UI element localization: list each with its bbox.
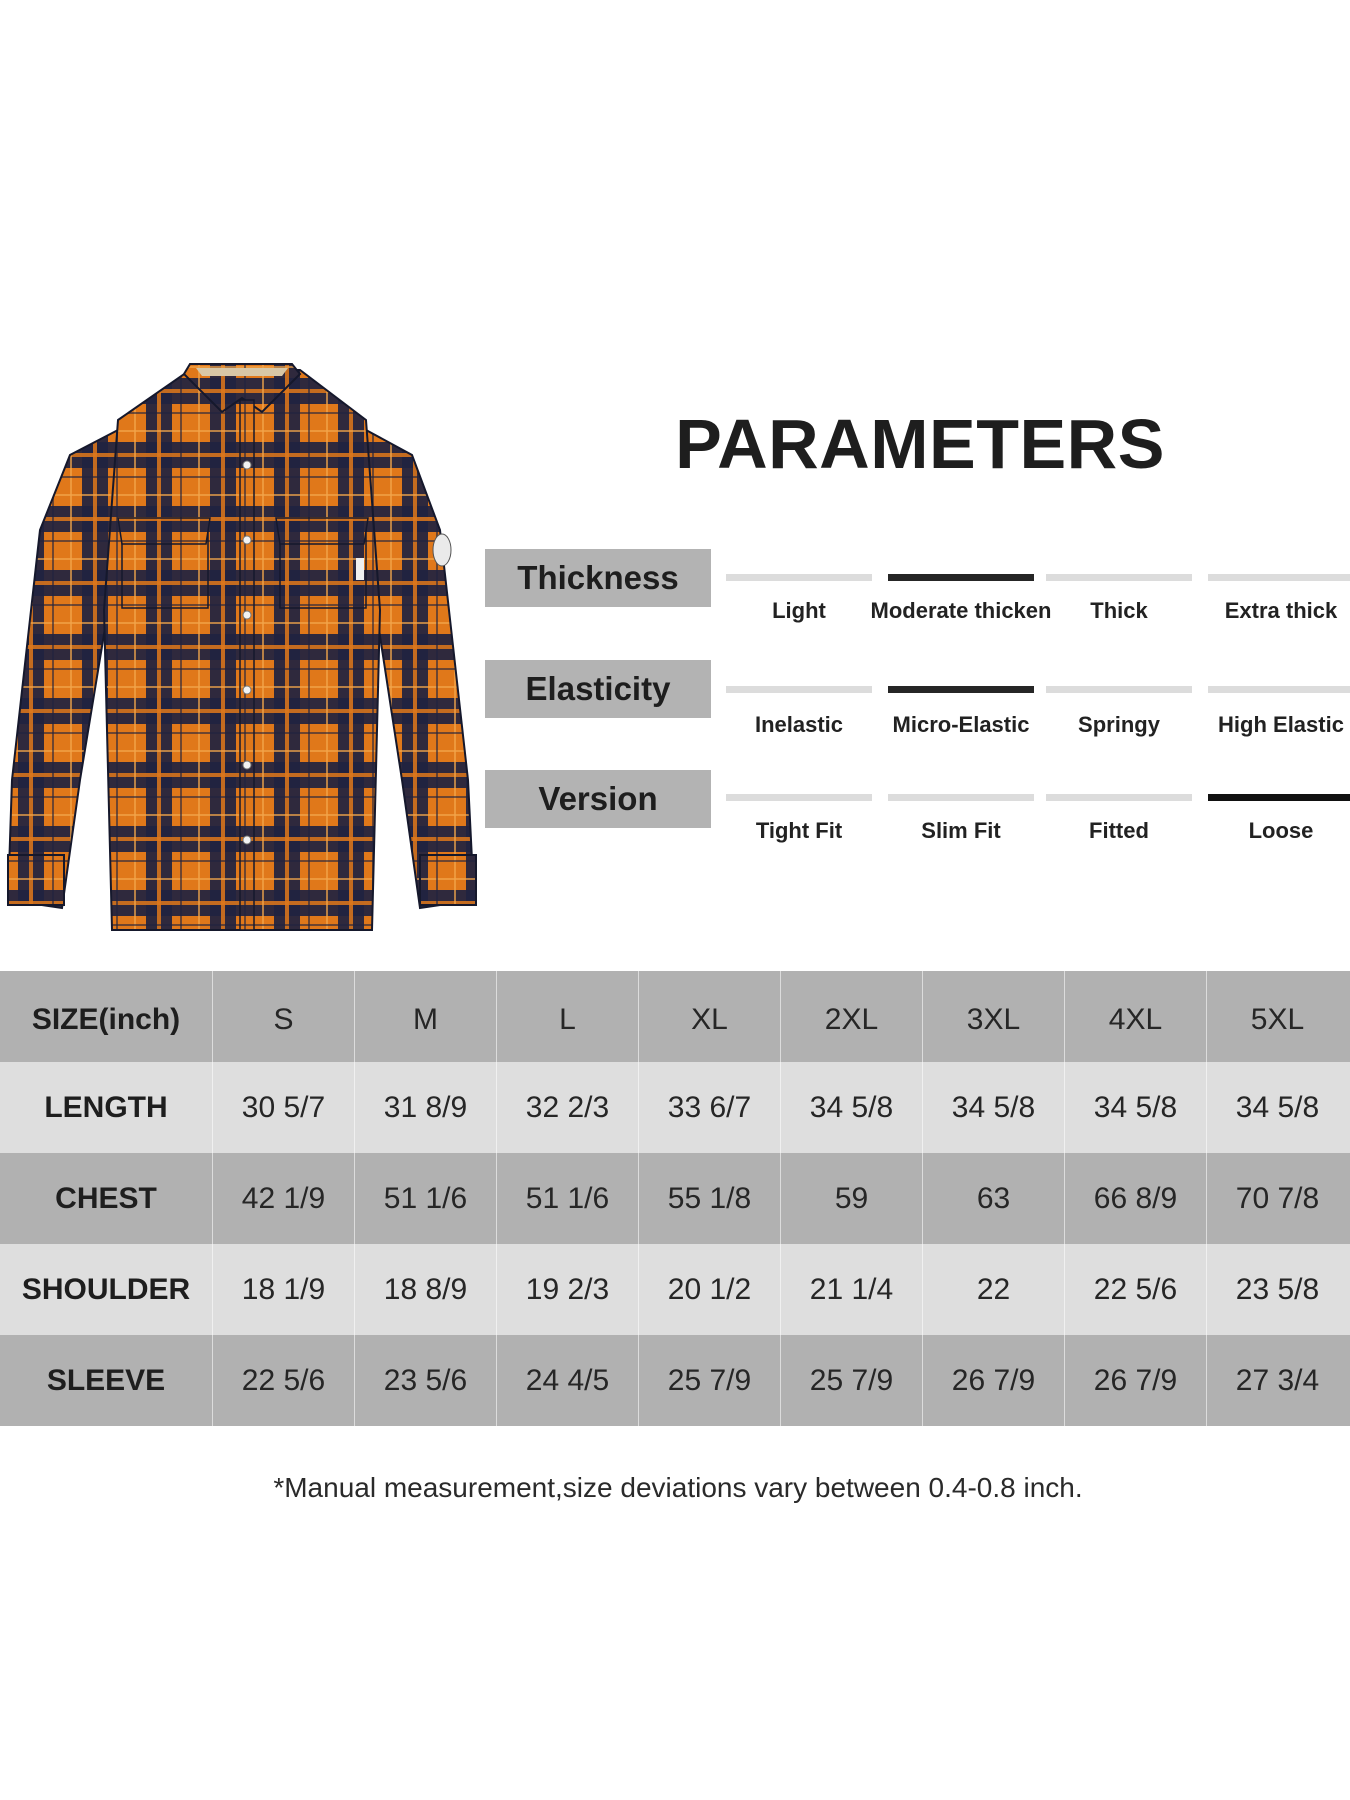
measurement-note: *Manual measurement,size deviations vary between 0.4-0.8 inch. [273, 1472, 1083, 1503]
table-row-chest [0, 1153, 1350, 1244]
elasticity-bar-springy [1046, 686, 1192, 693]
elasticity-option-high-elastic: High Elastic [1218, 712, 1344, 737]
size-header-l: L [497, 971, 639, 1062]
table-header-row [0, 971, 1350, 1062]
elasticity-option-inelastic: Inelastic [754, 712, 844, 737]
table-cell: 30 5/7 [213, 1062, 355, 1153]
size-header-2xl: 2XL [781, 971, 923, 1062]
table-cell: 34 5/8 [923, 1062, 1065, 1153]
table-cell: 24 4/5 [497, 1335, 639, 1426]
table-cell: 25 7/9 [639, 1335, 781, 1426]
table-cell: 51 1/6 [497, 1153, 639, 1244]
table-cell: 34 5/8 [781, 1062, 923, 1153]
table-cell: 27 3/4 [1235, 1363, 1320, 1397]
thickness-bar-moderate-thicken [888, 574, 1034, 581]
table-cell: 31 8/9 [355, 1062, 497, 1153]
version-label: Version [485, 770, 711, 828]
elasticity-option-springy: Springy [1078, 712, 1160, 737]
size-header-5xl: 5XL [1250, 1002, 1305, 1036]
table-cell: 22 [923, 1244, 1065, 1335]
table-cell: 20 1/2 [639, 1244, 781, 1335]
row-label-chest: CHEST [0, 1153, 213, 1244]
version-bar-slim-fit [888, 794, 1034, 801]
version-option-fitted: Fitted [1089, 818, 1149, 843]
table-cell: 34 5/8 [1235, 1090, 1320, 1124]
thickness-bar-light [726, 574, 872, 581]
table-cell: 22 5/6 [1065, 1244, 1207, 1335]
size-header-3xl: 3XL [923, 971, 1065, 1062]
thickness-option-thick: Thick [1090, 598, 1148, 623]
size-header-label: SIZE(inch) [0, 971, 213, 1062]
table-cell: 22 5/6 [213, 1335, 355, 1426]
table-cell: 51 1/6 [355, 1153, 497, 1244]
table-cell: 55 1/8 [639, 1153, 781, 1244]
row-label-length: LENGTH [0, 1062, 213, 1153]
thickness-option-extra-thick: Extra thick [1224, 598, 1338, 623]
thickness-option-moderate-thicken: Moderate thicken [870, 598, 1052, 623]
table-cell: 23 5/6 [355, 1335, 497, 1426]
thickness-label: Thickness [485, 549, 711, 607]
table-cell: 19 2/3 [497, 1244, 639, 1335]
size-header-4xl: 4XL [1065, 971, 1207, 1062]
table-cell: 26 7/9 [923, 1335, 1065, 1426]
table-cell: 23 5/8 [1235, 1272, 1320, 1306]
table-cell: 18 1/9 [213, 1244, 355, 1335]
version-option-loose: Loose [1248, 818, 1314, 843]
size-header-m: M [355, 971, 497, 1062]
table-row-shoulder [0, 1244, 1350, 1335]
table-cell: 66 8/9 [1065, 1153, 1207, 1244]
table-cell: 70 7/8 [1235, 1181, 1320, 1215]
size-header-s: S [213, 971, 355, 1062]
version-option-tight-fit: Tight Fit [755, 818, 843, 843]
table-cell: 34 5/8 [1065, 1062, 1207, 1153]
table-cell: 25 7/9 [781, 1335, 923, 1426]
thickness-option-light: Light [772, 598, 826, 623]
table-row-length [0, 1062, 1350, 1153]
table-cell: 33 6/7 [639, 1062, 781, 1153]
elasticity-bar-micro-elastic [888, 686, 1034, 693]
row-label-sleeve: SLEEVE [0, 1335, 213, 1426]
elasticity-bar-inelastic [726, 686, 872, 693]
plaid-flannel-shirt-image [0, 360, 484, 950]
table-row-sleeve [0, 1335, 1350, 1426]
row-label-shoulder: SHOULDER [0, 1244, 213, 1335]
version-bar-loose [1208, 794, 1350, 801]
table-cell: 32 2/3 [497, 1062, 639, 1153]
thickness-bar-thick [1046, 574, 1192, 581]
elasticity-bar-high-elastic [1208, 686, 1350, 693]
size-chart-table [0, 971, 1350, 1426]
table-cell: 26 7/9 [1065, 1335, 1207, 1426]
version-option-slim-fit: Slim Fit [921, 818, 1001, 843]
parameters-title: PARAMETERS [675, 405, 1165, 483]
table-cell: 59 [781, 1153, 923, 1244]
version-bar-fitted [1046, 794, 1192, 801]
size-header-xl: XL [639, 971, 781, 1062]
table-cell: 42 1/9 [213, 1153, 355, 1244]
table-cell: 21 1/4 [781, 1244, 923, 1335]
table-cell: 63 [923, 1153, 1065, 1244]
version-bar-tight-fit [726, 794, 872, 801]
elasticity-option-micro-elastic: Micro-Elastic [892, 712, 1030, 737]
thickness-bar-extra-thick [1208, 574, 1350, 581]
table-cell: 18 8/9 [355, 1244, 497, 1335]
elasticity-label: Elasticity [485, 660, 711, 718]
